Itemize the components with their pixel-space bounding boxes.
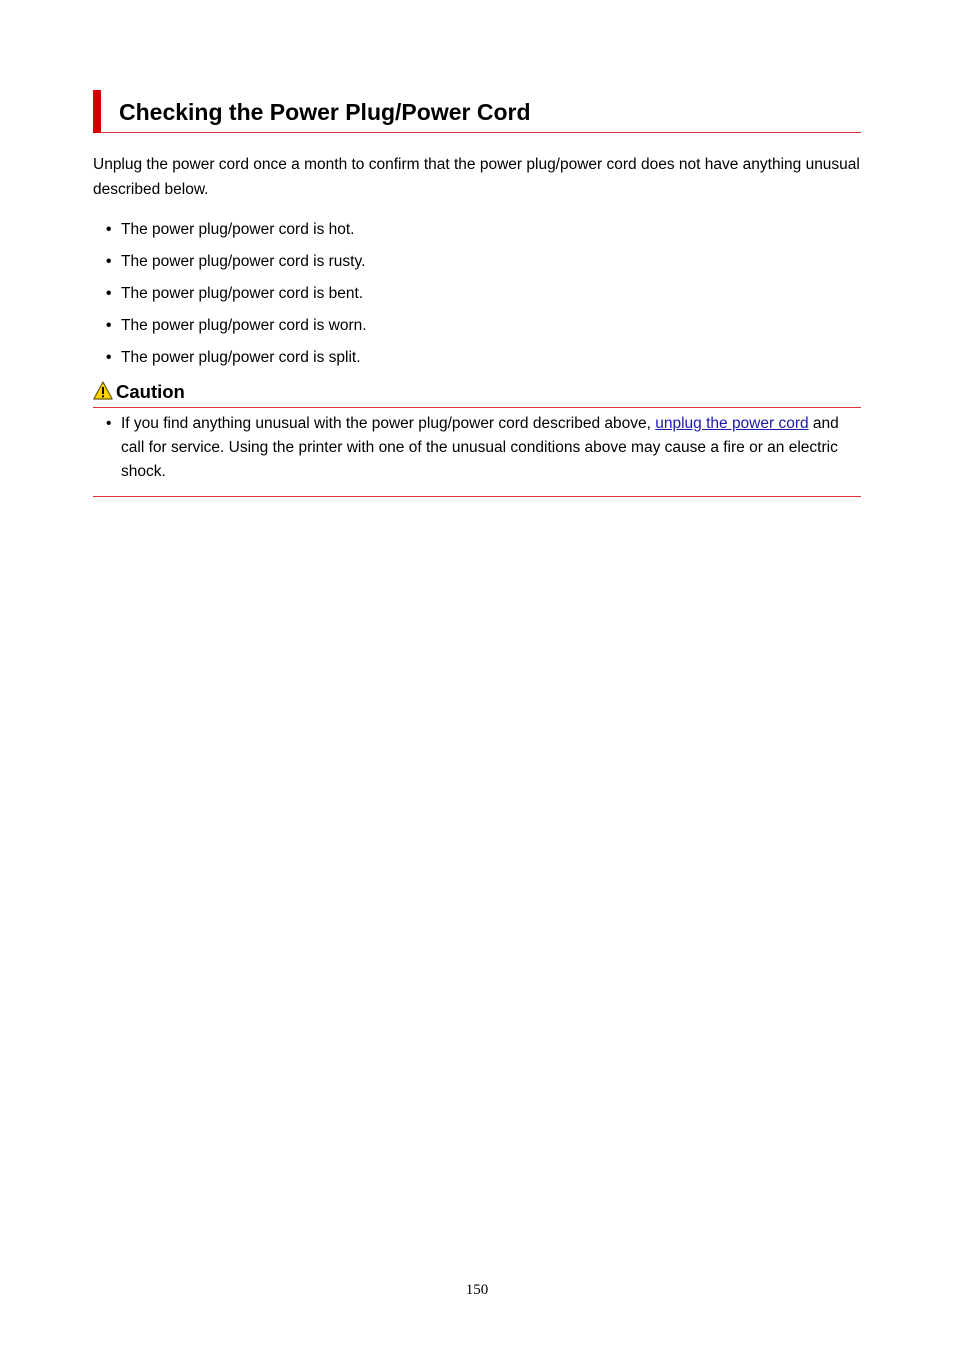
warning-triangle-icon [93, 381, 113, 400]
section-heading [93, 90, 861, 133]
list-item [93, 250, 861, 274]
bullet-marker: • [106, 317, 112, 334]
bullet-marker: • [106, 349, 112, 366]
page-content [93, 90, 861, 497]
bullet-marker: • [106, 415, 112, 432]
page-number: 150 [465, 1282, 489, 1298]
caution-title: Caution [116, 381, 185, 402]
list-item-text: The power plug/power cord is worn. [121, 317, 367, 334]
caution-list-item [93, 412, 861, 484]
list-item [93, 218, 861, 242]
list-item-text: The power plug/power cord is hot. [121, 221, 355, 238]
page-title: Checking the Power Plug/Power Cord [119, 99, 531, 125]
intro-paragraph: Unplug the power cord once a month to confirm that the power plug/power cord does not have anything unusual described below. [93, 156, 860, 198]
caution-text-after-link: and call for service. Using the printer with one of the unusual conditions above may cause a fire or an electric shock. [121, 415, 839, 480]
caution-header [93, 380, 861, 408]
caution-box [93, 380, 861, 497]
list-item [93, 282, 861, 306]
unusual-conditions-list [93, 218, 861, 370]
bullet-marker: • [106, 253, 112, 270]
heading-accent-bar [93, 90, 101, 133]
unplug-power-cord-link[interactable]: unplug the power cord [655, 415, 809, 432]
list-item [93, 314, 861, 338]
caution-list [93, 412, 861, 484]
list-item-text: The power plug/power cord is rusty. [121, 253, 366, 270]
bullet-marker: • [106, 285, 112, 302]
bullet-marker: • [106, 221, 112, 238]
list-item [93, 346, 861, 370]
list-item-text: The power plug/power cord is bent. [121, 285, 364, 302]
list-item-text: The power plug/power cord is split. [121, 349, 361, 366]
caution-text-before-link: If you find anything unusual with the power plug/power cord described above, [121, 415, 656, 432]
